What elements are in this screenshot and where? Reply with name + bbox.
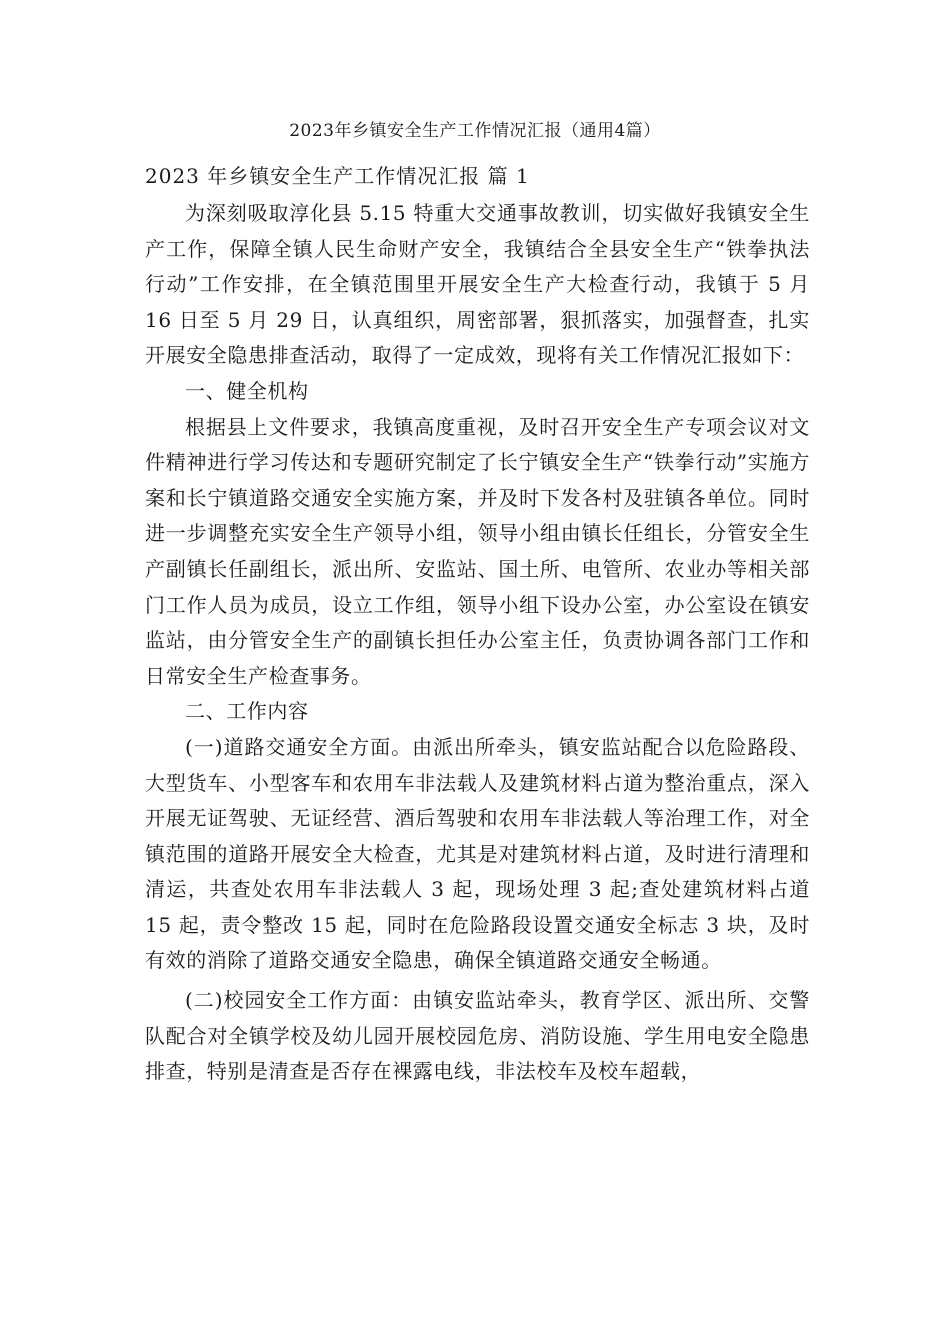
document-title: 2023年乡镇安全生产工作情况汇报（通用4篇） [289, 121, 661, 141]
subheading-work-content: 二、工作内容 [185, 699, 309, 724]
paragraph-campus-safety: (二)校园安全工作方面：由镇安监站牵头，教育学区、派出所、交警队配合对全镇学校及幼儿园开展校园危房、消防设施、学生用电安全隐患排查，特别是清查是否存在裸露电线，非法校车及校车超载， [145, 988, 810, 1084]
paragraph-organization: 根据县上文件要求，我镇高度重视，及时召开安全生产专项会议对文件精神进行学习传达和专题研究制定了长宁镇安全生产“铁拳行动”实施方案和长宁镇道路交通安全实施方案，并及时下发各村及驻镇各单位。同时进一步调整充实安全生产领导小组，领导小组由镇长任组长，分管安全生产副镇长任副组长，派出所、安监站、国土所、电管所、农业办等相关部门工作人员为成员，设立工作组，领导小组下设办公室，办公室设在镇安监站，由分管安全生产的副镇长担任办公室主任，负责协调各部门工作和日常安全生产检查事务。 [145, 414, 810, 688]
paragraph-road-safety: (一)道路交通安全方面。由派出所牵头，镇安监站配合以危险路段、大型货车、小型客车和农用车非法载人及建筑材料占道为整治重点，深入开展无证驾驶、无证经营、酒后驾驶和农用车非法载人等治理工作，对全镇范围的道路开展安全大检查，尤其是对建筑材料占道，及时进行清理和清运，共查处农用车非法载人 3 起，现场处理 3 起;查处建筑材料占道 15 起，责令整改 15 起，同时在危险路段设置交通安全标志 3 块，及时有效的消除了道路交通安全隐患，确保全镇道路交通安全畅通。 [145, 734, 810, 973]
document-body [145, 196, 810, 1090]
paragraph-intro: 为深刻吸取淳化县 5.15 特重大交通事故教训，切实做好我镇安全生产工作，保障全镇人民生命财产安全，我镇结合全县安全生产“铁拳执法行动”工作安排，在全镇范围里开展安全生产大检查行动，我镇于 5 月 16 日至 5 月 29 日，认真组织，周密部署，狠抓落实，加强督查，扎实开展安全隐患排查活动，取得了一定成效，现将有关工作情况汇报如下： [145, 201, 810, 368]
subheading-organization: 一、健全机构 [185, 378, 309, 403]
section-heading: 2023 年乡镇安全生产工作情况汇报 篇 1 [145, 164, 530, 188]
